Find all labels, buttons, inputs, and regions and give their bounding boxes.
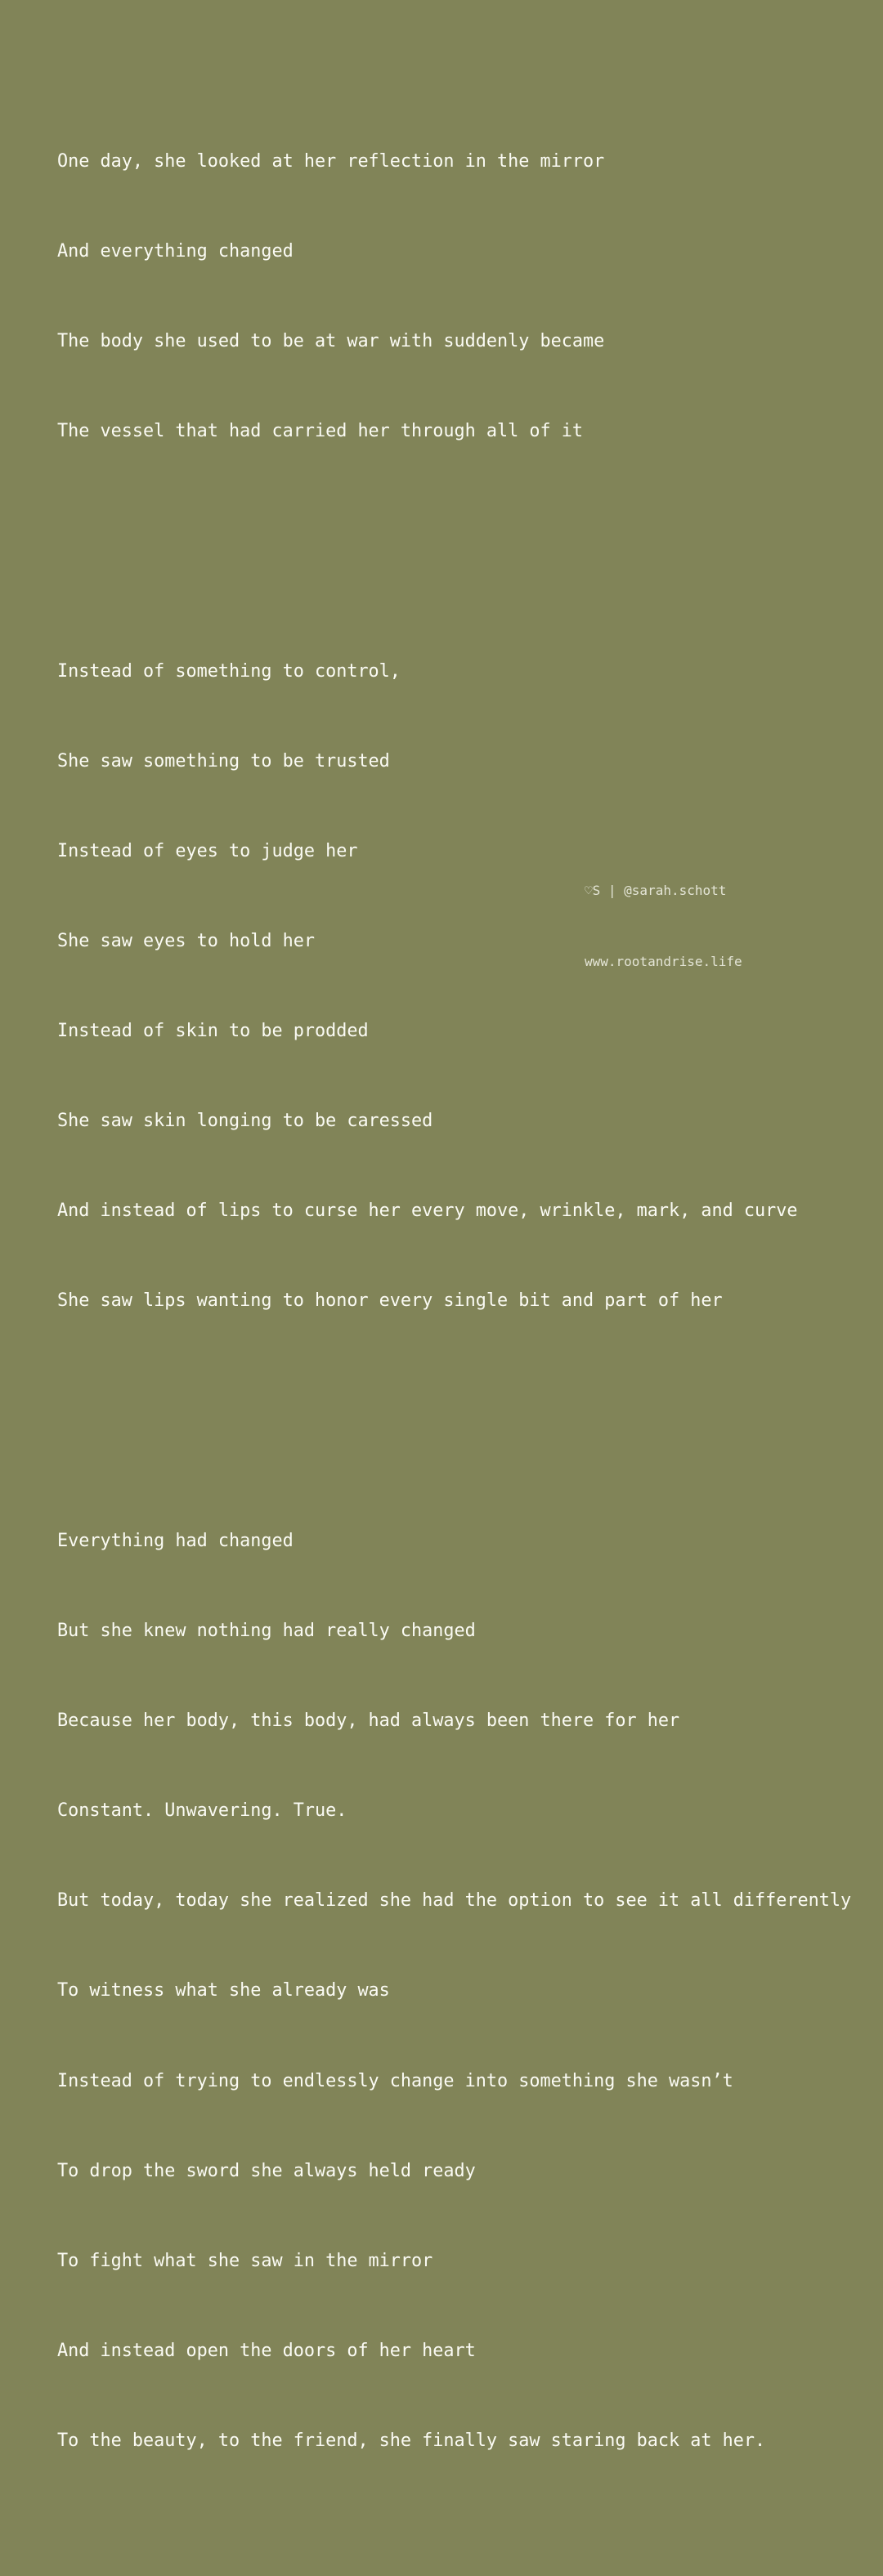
poem-line: To the beauty, to the friend, she finally saw staring back at her. <box>57 2430 766 2451</box>
author-handle: ♡S | @sarah.schott <box>585 883 727 898</box>
website-url: www.rootandrise.life <box>585 954 742 969</box>
poem-line: And instead open the doors of her heart <box>57 2340 476 2361</box>
poem-line: She saw skin longing to be caressed <box>57 1111 433 1132</box>
poem-line: Instead of skin to be prodded <box>57 1021 369 1042</box>
poem-line: Everything had changed <box>57 1530 294 1551</box>
poem-line: One day, she looked at her reflection in the mirror <box>57 150 605 172</box>
poem-line: She saw lips wanting to honor every single bit and part of her <box>57 1290 723 1312</box>
poem-line: Instead of something to control, <box>57 660 401 682</box>
poem-line: And everything changed <box>57 240 294 262</box>
poem-line: The vessel that had carried her through all of it <box>57 421 584 442</box>
poem-line: To witness what she already was <box>57 1980 390 2001</box>
poem-line: But she knew nothing had really changed <box>57 1621 476 1642</box>
poem-line: She saw something to be trusted <box>57 750 390 771</box>
poem-line: Constant. Unwavering. True. <box>57 1800 347 1822</box>
poem-line: Because her body, this body, had always been there for her <box>57 1711 680 1732</box>
poem-line: The body she used to be at war with suddenly became <box>57 331 605 351</box>
signature-block <box>585 831 742 997</box>
poem-stanza-3 <box>57 1467 851 2516</box>
poem-stanza-1 <box>57 87 851 507</box>
poem-line: But today, today she realized she had the option to see it all differently <box>57 1890 852 1912</box>
poem-line: Instead of trying to endlessly change into something she wasn’t <box>57 2070 733 2091</box>
poem-line: To drop the sword she always held ready <box>57 2160 476 2181</box>
poem-text <box>57 27 851 2576</box>
poem-line: To fight what she saw in the mirror <box>57 2250 433 2271</box>
poem-line: And instead of lips to curse her every move, wrinkle, mark, and curve <box>57 1201 798 1222</box>
poem-line: Instead of eyes to judge her <box>57 840 358 861</box>
poem-line: She saw eyes to hold her <box>57 930 315 951</box>
